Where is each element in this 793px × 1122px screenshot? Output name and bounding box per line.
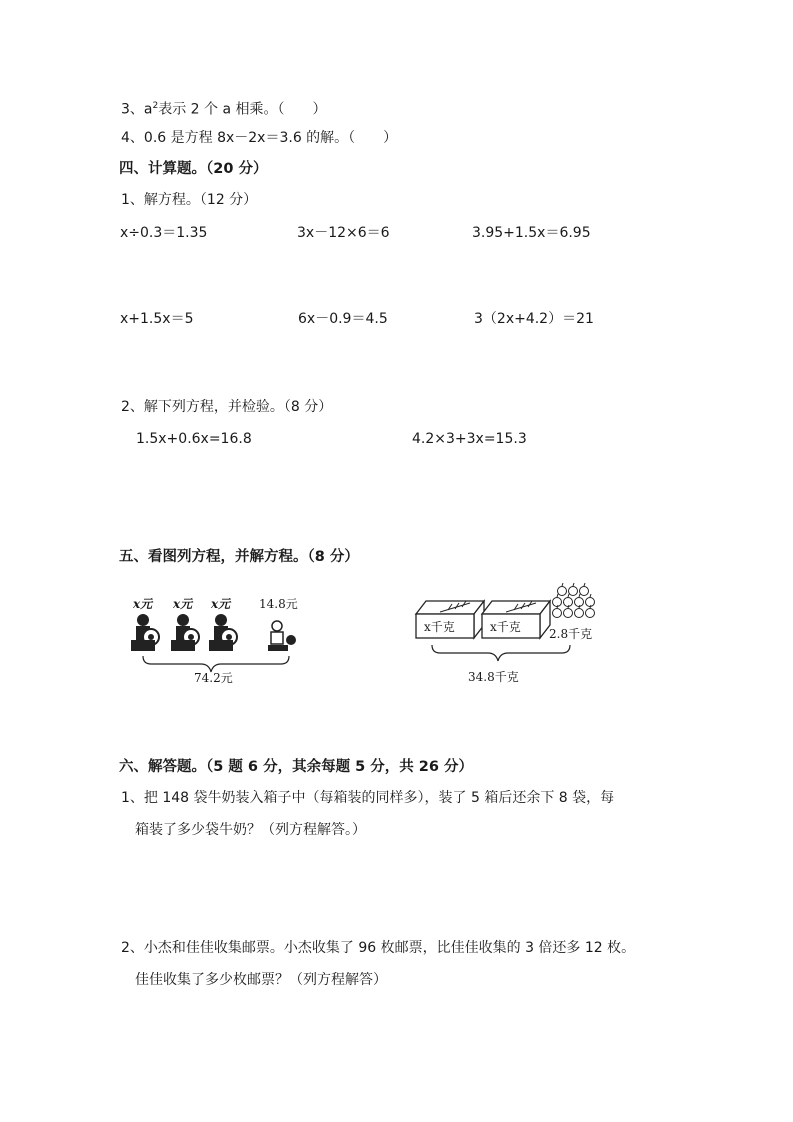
apples-icon: [553, 583, 595, 618]
total-brace-1: [143, 656, 289, 672]
robot-toy-icon: [131, 614, 159, 651]
robots-total: 74.2元: [194, 671, 233, 685]
section4-title: 四、计算题。（20 分）: [119, 161, 268, 177]
toy-price: 14.8元: [259, 597, 298, 611]
judge-q3-post: 表示 2 个 a 相乘。（ ）: [158, 101, 327, 118]
robot-toy-icon: [171, 614, 199, 651]
equation-1: x÷0.3＝1.35: [120, 225, 208, 241]
apples-weight: 2.8千克: [549, 627, 593, 641]
equation-6: 3（2x+4.2）＝21: [474, 311, 594, 327]
toy-figure-icon: [268, 621, 296, 651]
equation-3: 3.95+1.5x＝6.95: [472, 225, 591, 241]
robot-price-2: x元: [173, 597, 193, 611]
equation-7: 1.5x+0.6x=16.8: [136, 431, 252, 447]
section5-title: 五、看图列方程，并解方程。（8 分）: [119, 549, 359, 565]
equation-2: 3x－12×6＝6: [297, 225, 390, 241]
robot-toy-icon: [209, 614, 237, 651]
robot-price-1: x元: [133, 597, 153, 611]
section4-sub2: 2、解下列方程，并检验。（8 分）: [121, 399, 333, 415]
equation-5: 6x－0.9＝4.5: [298, 311, 388, 327]
section4-sub1: 1、解方程。（12 分）: [121, 192, 258, 208]
robot-price-3: x元: [211, 597, 231, 611]
judge-q4: 4、0.6 是方程 8x－2x＝3.6 的解。（ ）: [121, 130, 398, 146]
total-brace-2: [432, 645, 570, 661]
judge-q3-sup: 2: [152, 101, 159, 111]
section6-q2-line1: 2、小杰和佳佳收集邮票。小杰收集了 96 枚邮票，比佳佳收集的 3 倍还多 12 枚。: [121, 940, 636, 956]
section6-q1-line2: 箱装了多少袋牛奶？（列方程解答。）: [135, 822, 366, 838]
judge-q3-pre: 3、a: [121, 101, 153, 118]
boxes-total: 34.8千克: [468, 670, 519, 684]
equation-8: 4.2×3+3x=15.3: [412, 431, 527, 447]
box-weight-1: x千克: [424, 620, 455, 634]
box-weight-2: x千克: [490, 620, 521, 634]
section6-q2-line2: 佳佳收集了多少枚邮票？（列方程解答）: [135, 972, 387, 988]
section6-q1-line1: 1、把 148 袋牛奶装入箱子中（每箱装的同样多），装了 5 箱后还余下 8 袋，每: [121, 790, 615, 806]
section6-title: 六、解答题。（5 题 6 分，其余每题 5 分，共 26 分）: [119, 759, 474, 775]
equation-4: x+1.5x＝5: [120, 311, 194, 327]
